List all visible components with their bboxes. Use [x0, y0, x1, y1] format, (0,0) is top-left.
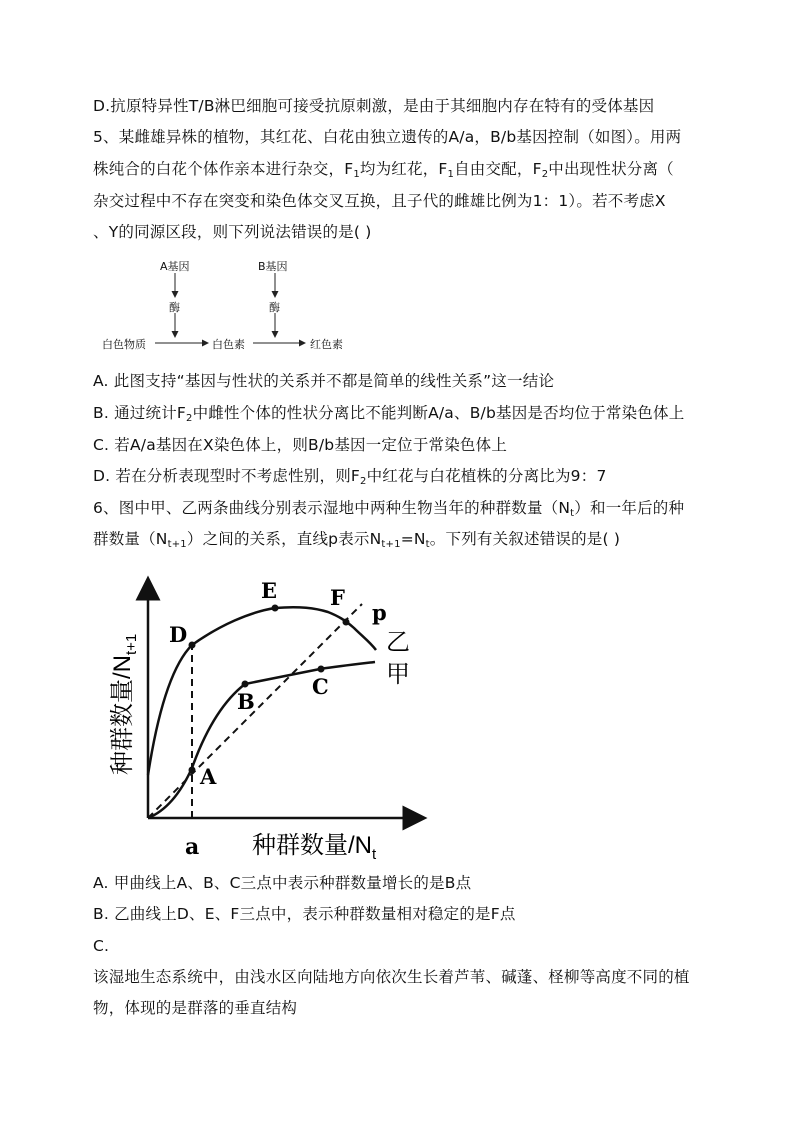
label-f: F: [330, 585, 345, 610]
q5-option-d: D. 若在分析表现型时不考虑性别，则$F_2$中红花与白花植株的分离比为9：7: [93, 467, 607, 487]
q5-stem-line1: 5、某雌雄异株的植物，其红花、白花由独立遗传的A/a，B/b基因控制（如图）。用两: [93, 128, 682, 146]
x-axis-label: 种群数量$/N_t$: [252, 832, 377, 863]
series-label-jia: 甲: [386, 661, 410, 688]
q6-option-c-text: 该湿地生态系统中，由浅水区向陆地方向依次生长着芦苇、碱蓬、柽柳等高度不同的植物，体现的是群落的垂直结构: [93, 968, 690, 1017]
gene-b-label: B基因: [258, 260, 288, 273]
q5-option-a: A. 此图支持“基因与性状的关系并不都是简单的线性关系”这一结论: [93, 372, 555, 390]
white-pigment-label: 白色素: [212, 338, 245, 351]
x-tick-a: a: [185, 834, 200, 860]
q5-option-c: C. 若A/a基因在X染色体上，则B/b基因一定位于常染色体上: [93, 436, 508, 454]
q6-stem-line2: 群数量$(N_{t+1})$之间的关系，直线p表示$N_{t+1}=N_t$。下列有关叙述错误的是( ): [93, 530, 621, 550]
gene-a-label: A基因: [160, 260, 190, 273]
q5-option-b: B. 通过统计$F_2$中雌性个体的性状分离比不能判断A/a、B/b基因是否均位于常染色体上: [93, 404, 685, 424]
enzyme2-label: 酶: [269, 301, 280, 314]
white-substance-label: 白色物质: [102, 338, 146, 351]
population-chart-svg: [100, 570, 430, 870]
point-a: [189, 767, 196, 774]
gene-pathway-diagram: [100, 255, 370, 355]
point-f: [343, 619, 350, 626]
q5-stem-line2: 株纯合的白花个体作亲本进行杂交，$F_1$均为红花，$F_1$自由交配，$F_2$中出现性状分离（: [93, 160, 674, 180]
label-e: E: [261, 578, 278, 603]
label-c: C: [312, 674, 329, 699]
series-label-yi: 乙: [386, 629, 410, 656]
curve-jia: [148, 662, 375, 818]
red-pigment-label: 红色素: [310, 338, 343, 351]
enzyme1-label: 酶: [169, 301, 180, 314]
point-c: [318, 666, 325, 673]
point-d: [189, 642, 196, 649]
point-b: [242, 681, 249, 688]
point-e: [272, 605, 279, 612]
q6-option-c-marker: C.: [93, 937, 110, 955]
q5-stem-line3: 杂交过程中不存在突变和染色体交叉互换，且子代的雌雄比例为1：1）。若不考虑X: [93, 192, 666, 210]
label-p: p: [372, 600, 387, 625]
label-b: B: [237, 689, 255, 714]
q6-option-a: A. 甲曲线上A、B、C三点中表示种群数量增长的是B点: [93, 874, 472, 892]
q6-stem-line1: 6、图中甲、乙两条曲线分别表示湿地中两种生物当年的种群数量$(N_t)$和一年后的种: [93, 499, 685, 519]
population-chart: [100, 570, 430, 870]
y-axis-label: 种群数量$/N_{t+1}$: [109, 633, 140, 775]
label-d: D: [169, 622, 188, 647]
label-a: A: [200, 764, 217, 789]
q4-option-d: D.抗原特异性T/B淋巴细胞可接受抗原刺激，是由于其细胞内存在特有的受体基因: [93, 97, 655, 115]
q6-option-b: B. 乙曲线上D、E、F三点中，表示种群数量相对稳定的是F点: [93, 905, 516, 923]
q5-stem-line4: 、Y的同源区段，则下列说法错误的是( ): [93, 223, 372, 241]
